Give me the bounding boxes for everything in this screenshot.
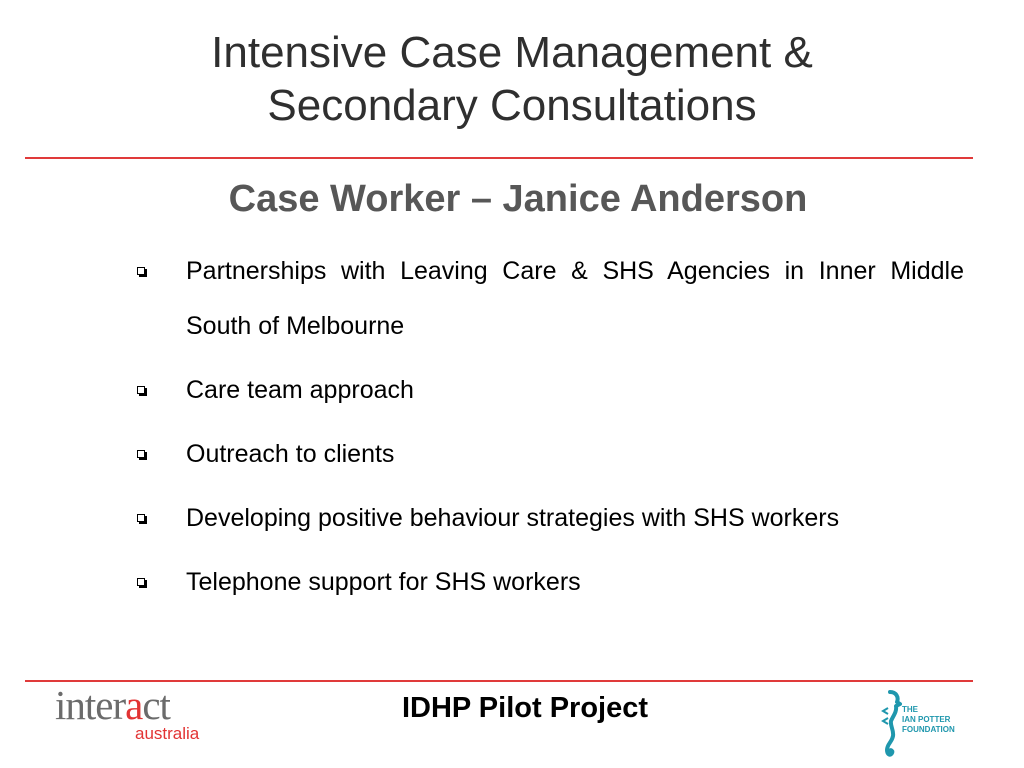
bullet-list (132, 244, 964, 610)
slide-subtitle: Case Worker – Janice Anderson (228, 178, 808, 220)
top-divider (25, 157, 973, 159)
bullet-item (132, 555, 964, 610)
checkbox-bullet-icon (137, 578, 145, 586)
bullet-text: Developing positive behaviour strategies with SHS workers (186, 504, 840, 532)
bullet-item (132, 427, 964, 482)
bullet-text: Care team approach (186, 376, 414, 404)
bullet-item (132, 244, 964, 354)
checkbox-bullet-icon (137, 267, 145, 275)
interact-wordmark: interact (55, 682, 170, 728)
potter-foundation-name: THE IAN POTTER FOUNDATION (902, 705, 955, 734)
bullet-item (132, 491, 964, 546)
interact-australia-logo (55, 684, 225, 746)
bullet-text: Outreach to clients (186, 440, 395, 468)
slide-title-line-2: Secondary Consultations (267, 81, 757, 130)
checkbox-bullet-icon (137, 386, 145, 394)
bullet-item (132, 363, 964, 418)
checkbox-bullet-icon (137, 514, 145, 522)
checkbox-bullet-icon (137, 450, 145, 458)
interact-subtext: australia (135, 724, 200, 743)
slide-title-line-1: Intensive Case Management & (211, 28, 813, 77)
slide-title (60, 26, 964, 132)
seahorse-icon (876, 688, 902, 760)
footer-project-name: IDHP Pilot Project (401, 692, 649, 724)
bullet-text: Partnerships with Leaving Care & SHS Agencies in Inner Middle South of Melbourne (186, 257, 964, 340)
bullet-text: Telephone support for SHS workers (186, 568, 581, 596)
ian-potter-foundation-logo (876, 688, 966, 760)
